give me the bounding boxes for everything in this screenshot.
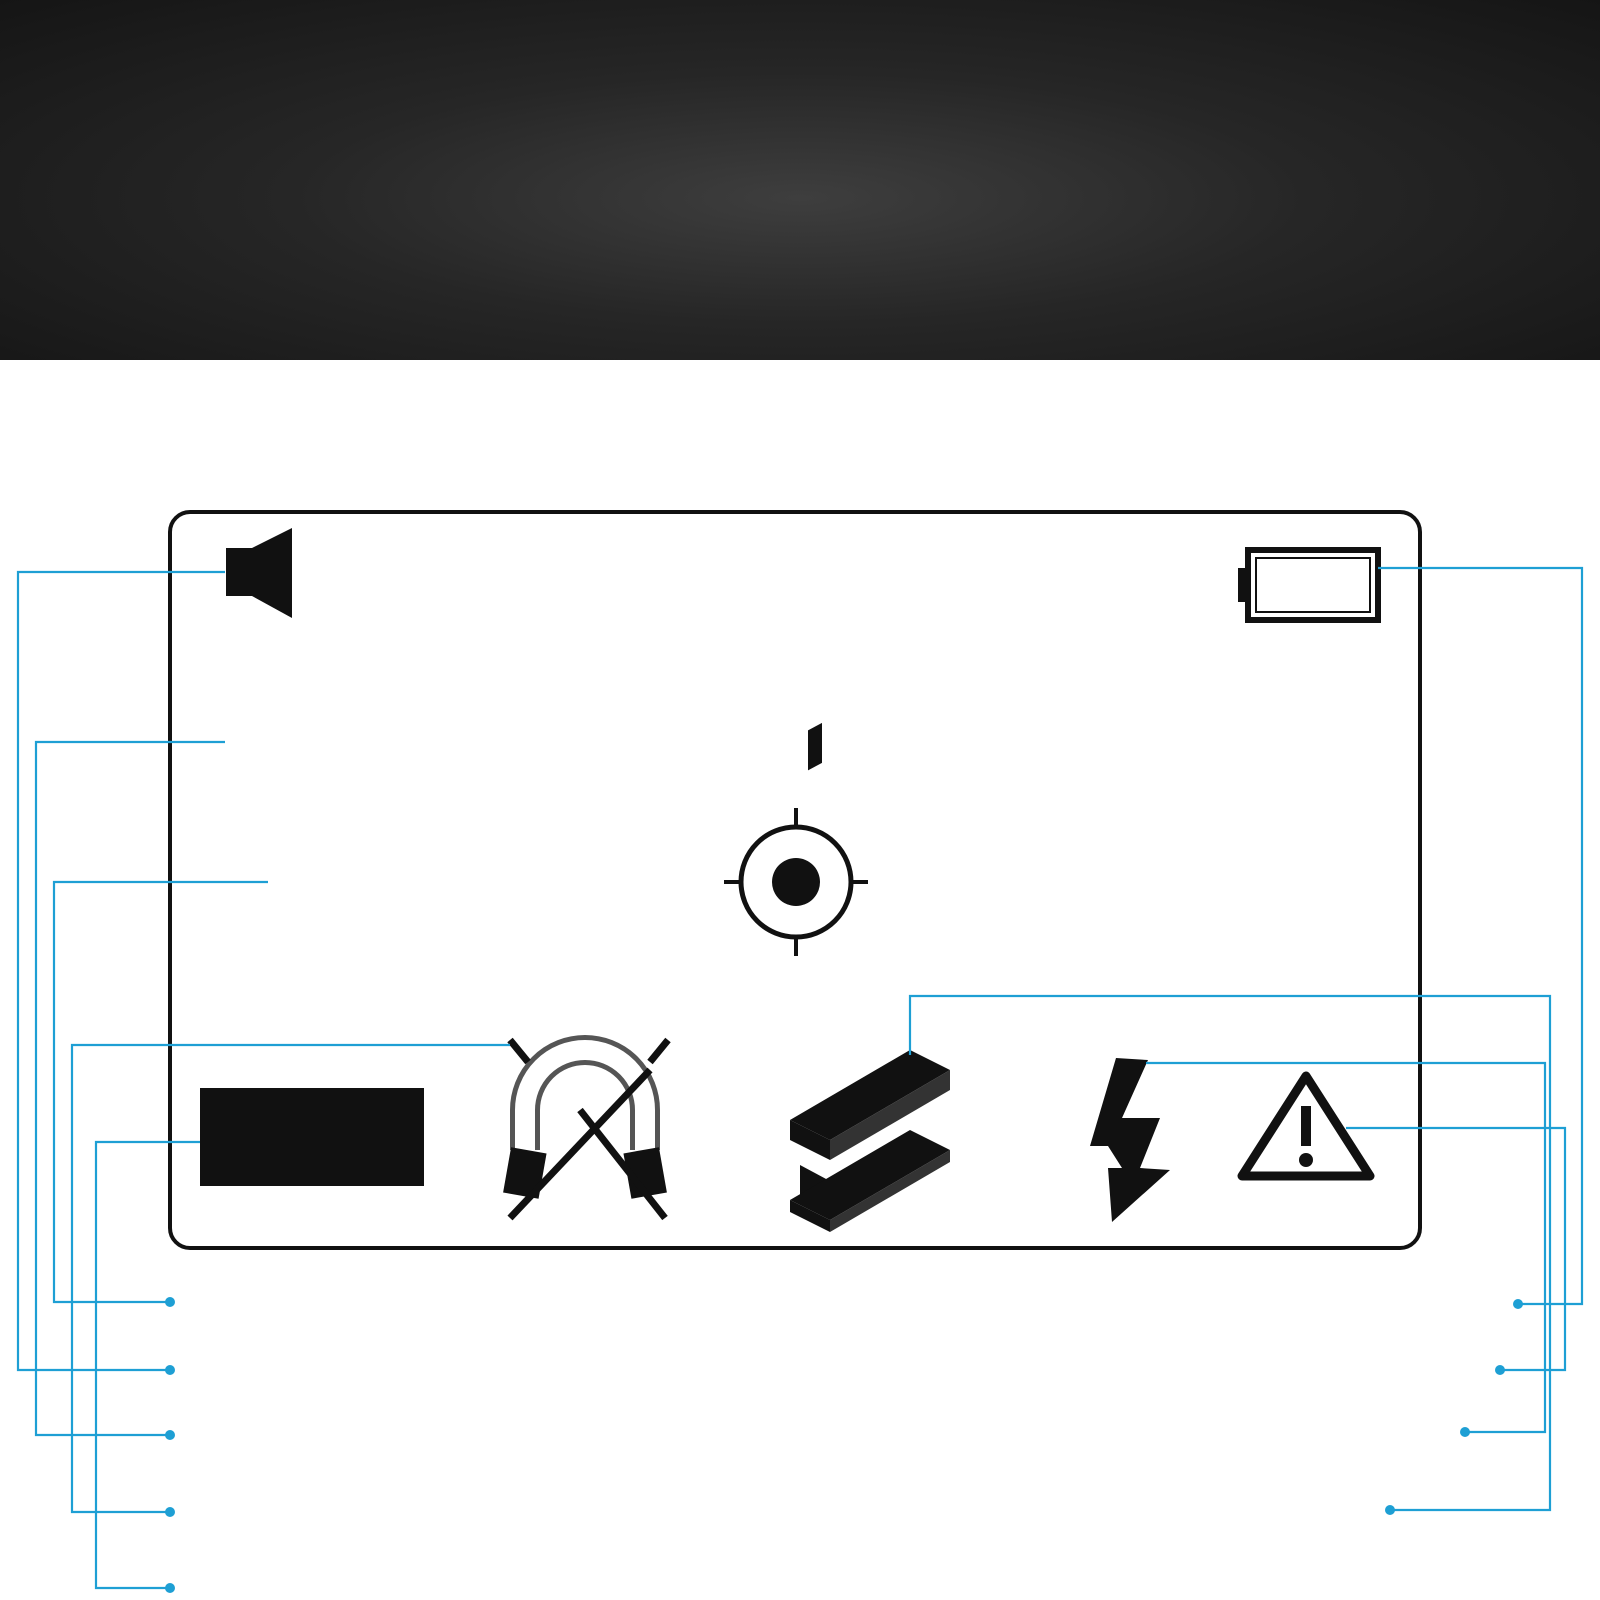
auto-mode-indicator <box>200 1088 424 1186</box>
